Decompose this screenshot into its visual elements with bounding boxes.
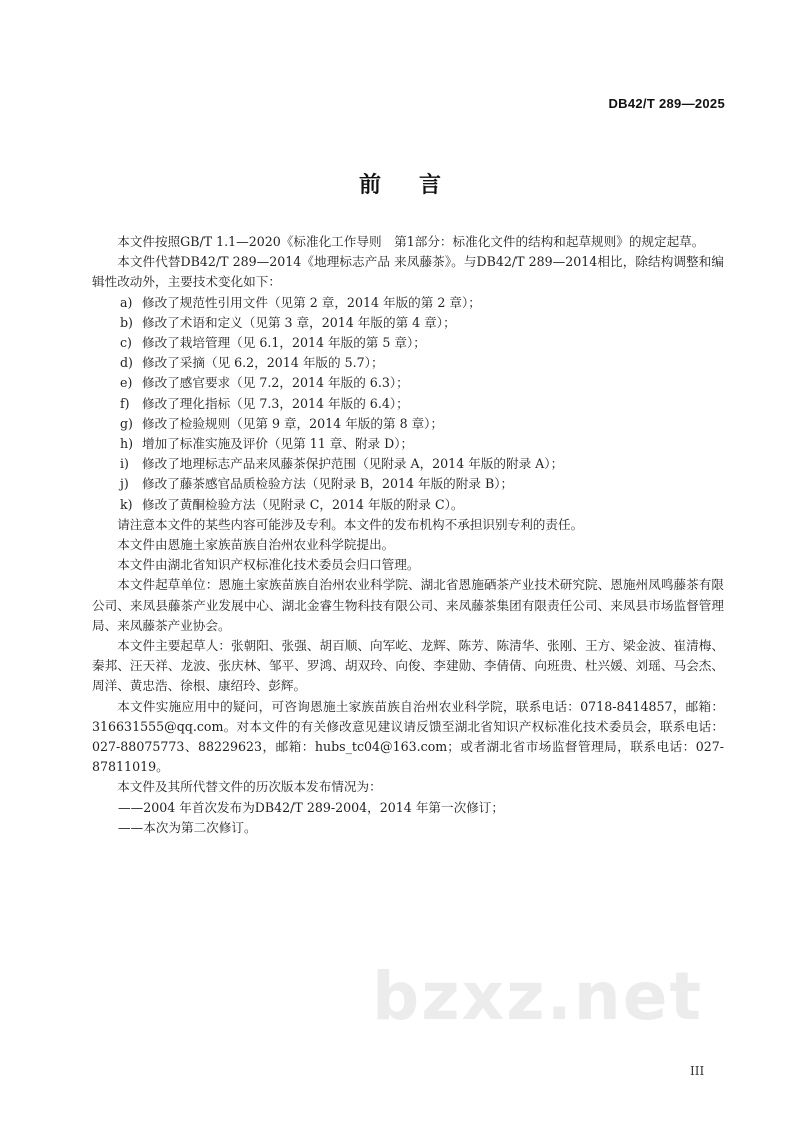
page-number: III: [690, 1064, 705, 1078]
list-marker: d): [120, 355, 133, 371]
foreword-body: [92, 232, 724, 838]
list-item-text: 修改了规范性引用文件（见第 2 章，2014 年版的第 2 章）；: [142, 294, 481, 310]
list-marker: h): [120, 436, 134, 452]
proposer: 本文件由恩施土家族苗族自治州农业科学院提出。: [117, 537, 395, 553]
history-item: ——2004 年首次发布为DB42/T 289-2004，2014 年第一次修订；: [118, 799, 504, 815]
list-item-text: 修改了采摘（见 6.2，2014 年版的 5.7）；: [142, 355, 384, 371]
page-title: 前言: [358, 173, 479, 198]
patent-notice: 请注意本文件的某些内容可能涉及专利。本文件的发布机构不承担识别专利的责任。: [117, 516, 584, 532]
drafters: 本文件主要起草人：张朝阳、张强、胡百顺、向军屹、龙辉、陈芳、陈清华、张刚、王方、梁金波、崔清梅、秦邦、汪天祥、龙波、张庆林、邹平、罗鸿、胡双玲、向俊、李建勋、李倩倩、向班贵、杜兴媛、刘瑶、马会杰、周洋、黄忠浩、徐根、康绍玲、彭辉。: [92, 638, 724, 694]
list-marker: a): [120, 294, 133, 310]
list-item: [92, 373, 724, 393]
list-marker: f): [120, 395, 130, 411]
list-marker: i): [120, 456, 129, 472]
list-item: [92, 454, 724, 474]
list-item: [92, 353, 724, 373]
history-intro: 本文件及其所代替文件的历次版本发布情况为：: [117, 779, 382, 795]
list-marker: c): [120, 335, 132, 351]
list-marker: g): [120, 415, 133, 431]
list-item-text: 修改了检验规则（见第 9 章，2014 年版的第 8 章）；: [142, 415, 444, 431]
list-item: [92, 394, 724, 414]
list-marker: e): [120, 375, 133, 391]
list-item-text: 修改了栽培管理（见 6.1，2014 年版的第 5 章）；: [142, 335, 426, 351]
intro-paragraph: 本文件按照GB/T 1.1—2020《标准化工作导则 第1部分：标准化文件的结构和起草规则》的规定起草。: [117, 234, 705, 249]
list-item-text: 修改了感官要求（见 7.2，2014 年版的 6.3）；: [142, 375, 409, 391]
list-item: [92, 495, 724, 515]
list-item: [92, 313, 724, 333]
list-item-text: 增加了标准实施及评价（见第 11 章、附录 D）；: [142, 436, 414, 452]
list-item: [92, 333, 724, 353]
contact-info: 本文件实施应用中的疑问，可咨询恩施土家族苗族自治州农业科学院，联系电话：0718-8414857，邮箱：316631555@qq.com。对本文件的有关修改意见建议请反馈至湖北省知识产权标准化技术委员会，联系电话：027-88075773、88229623，邮箱：hubs_tc04@163.com；或者湖北省市场监督管理局，联系电话：027-87811019。: [92, 698, 724, 775]
list-item-text: 修改了术语和定义（见第 3 章，2014 年版的第 4 章）；: [142, 314, 456, 330]
list-marker: j): [120, 476, 129, 492]
list-item: [92, 474, 724, 494]
history-item: ——本次为第二次修订。: [118, 819, 257, 835]
list-item: [92, 293, 724, 313]
list-marker: k): [120, 496, 133, 512]
list-marker: b): [120, 314, 133, 330]
intro-paragraph: 本文件代替DB42/T 289—2014《地理标志产品 来凤藤茶》。与DB42/T 289—2014相比，除结构调整和编辑性改动外，主要技术变化如下：: [92, 254, 724, 290]
drafting-units: 本文件起草单位：恩施土家族苗族自治州农业科学院、湖北省恩施硒茶产业技术研究院、恩施州凤鸣藤茶有限公司、来凤县藤茶产业发展中心、湖北金睿生物科技有限公司、来凤藤茶集团有限责任公司、来凤县市场监督管理局、来凤藤茶产业协会。: [92, 577, 724, 633]
governing-body: 本文件由湖北省知识产权标准化技术委员会归口管理。: [117, 557, 420, 573]
document-code: DB42/T 289—2025: [608, 96, 725, 111]
list-item-text: 修改了藤茶感官品质检验方法（见附录 B，2014 年版的附录 B）；: [142, 476, 514, 492]
watermark: bzxz.net: [372, 958, 704, 1035]
list-item-text: 修改了地理标志产品来凤藤茶保护范围（见附录 A，2014 年版的附录 A）；: [142, 456, 564, 472]
list-item-text: 修改了黄酮检验方法（见附录 C，2014 年版的附录 C）。: [142, 496, 464, 512]
list-item: [92, 434, 724, 454]
list-item-text: 修改了理化指标（见 7.3，2014 年版的 6.4）；: [142, 395, 409, 411]
list-item: [92, 414, 724, 434]
changes-list: [92, 293, 724, 515]
